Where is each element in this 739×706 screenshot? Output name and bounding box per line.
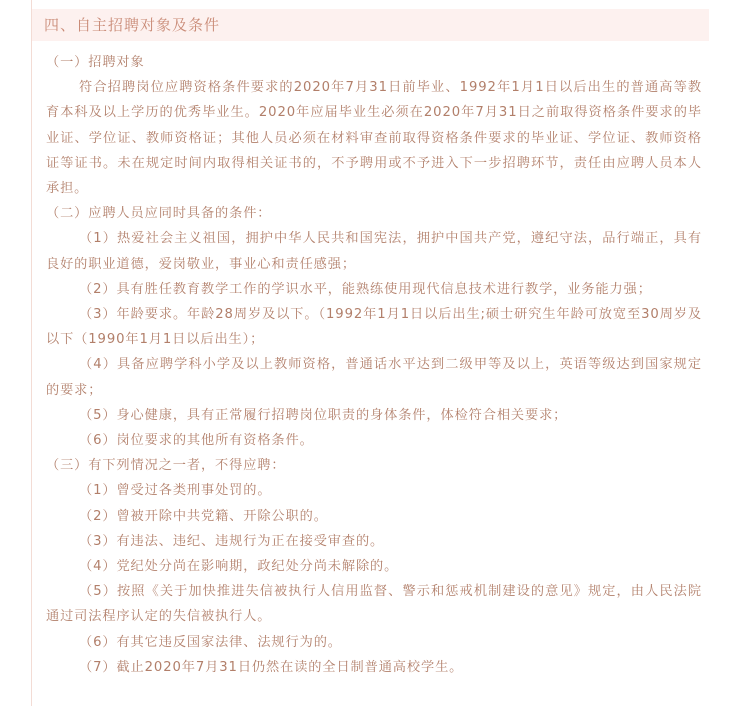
- exclusion-item-4: （4）党纪处分尚在影响期，政纪处分尚未解除的。: [79, 559, 399, 575]
- part2-heading: （二）应聘人员应同时具备的条件：: [46, 206, 272, 222]
- condition-item-3: （3）年龄要求。年龄28周岁及以下。（1992年1月1日以后出生;硕士研究生年龄可放宽至30周岁及以下（1990年1月1日以后出生）；: [46, 307, 702, 348]
- exclusion-item-5: （5）按照《关于加快推进失信被执行人信用监督、警示和惩戒机制建设的意见》规定，由人民法院通过司法程序认定的失信被执行人。: [46, 584, 702, 625]
- part3-heading: （三）有下列情况之一者，不得应聘：: [46, 458, 286, 474]
- exclusion-item-7: （7）截止2020年7月31日仍然在读的全日制普通高校学生。: [79, 659, 464, 675]
- condition-item-6: （6）岗位要求的其他所有资格条件。: [79, 433, 314, 449]
- exclusion-item-2: （2）曾被开除中共党籍、开除公职的。: [79, 508, 328, 524]
- condition-item-5: （5）身心健康，具有正常履行招聘岗位职责的身体条件，体检符合相关要求；: [79, 407, 568, 423]
- condition-item-2: （2）具有胜任教育教学工作的学识水平，能熟练使用现代信息技术进行教学，业务能力强；: [79, 281, 652, 297]
- exclusion-item-6: （6）有其它违反国家法律、法规行为的。: [79, 634, 342, 650]
- section-content: [46, 50, 702, 680]
- part1-heading: （一）招聘对象: [46, 55, 145, 70]
- section-title: 四、自主招聘对象及条件: [32, 9, 709, 41]
- condition-item-1: （1）热爱社会主义祖国，拥护中华人民共和国宪法，拥护中国共产党，遵纪守法，品行端正，具有良好的职业道德，爱岗敬业，事业心和责任感强；: [46, 231, 702, 272]
- left-border-line: [31, 0, 32, 706]
- exclusion-item-3: （3）有违法、违纪、违规行为正在接受审查的。: [79, 533, 385, 549]
- condition-item-4: （4）具备应聘学科小学及以上教师资格，普通话水平达到二级甲等及以上，英语等级达到国家规定的要求；: [46, 357, 702, 398]
- part1-paragraph: 符合招聘岗位应聘资格条件要求的2020年7月31日前毕业、1992年1月1日以后出生的普通高等教育本科及以上学历的优秀毕业生。2020年应届毕业生必须在2020年7月31日之前取得资格条件要求的毕业证、学位证、教师资格证；其他人员必须在材料审查前取得资格条件要求的毕业证、学位证、教师资格证等证书。未在规定时间内取得相关证书的，不予聘用或不予进入下一步招聘环节，责任由应聘人员本人承担。: [46, 80, 702, 197]
- exclusion-item-1: （1）曾受过各类刑事处罚的。: [79, 483, 272, 499]
